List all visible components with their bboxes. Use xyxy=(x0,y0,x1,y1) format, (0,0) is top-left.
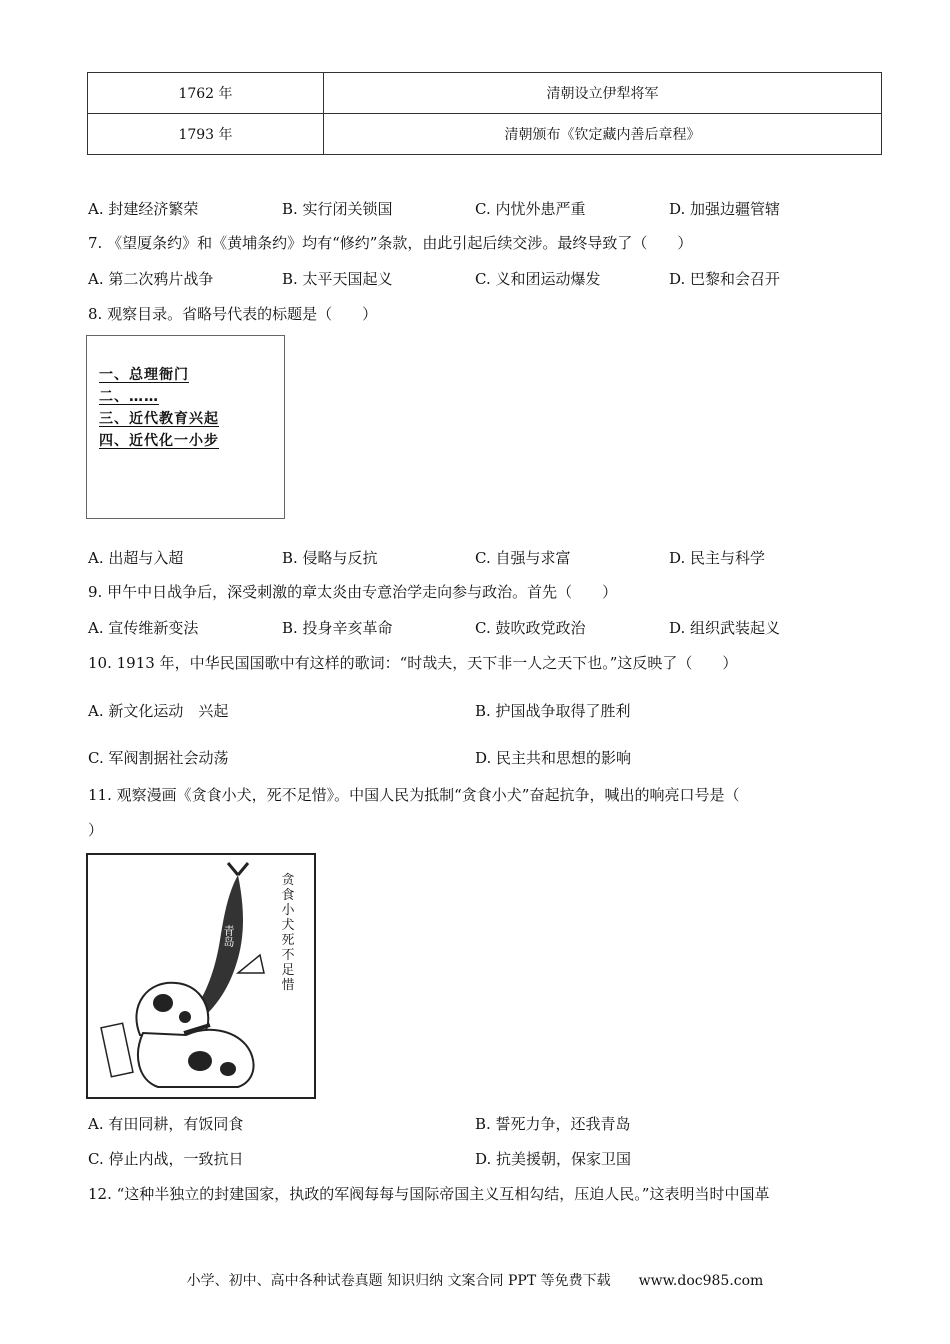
option-b[interactable]: B. 实行闭关锁国 xyxy=(282,200,393,218)
cartoon-caption xyxy=(278,873,298,993)
option-a[interactable]: A. 有田同耕，有饭同食 xyxy=(88,1115,244,1133)
question-10-stem: 10. 1913 年，中华民国国歌中有这样的歌词：“时哉夫，天下非一人之天下也。”这反映了（ ） xyxy=(88,654,738,672)
option-a[interactable]: A. 新文化运动 兴起 xyxy=(88,702,229,720)
q8-options xyxy=(88,548,888,568)
option-b[interactable]: B. 太平天国起义 xyxy=(282,270,393,288)
option-c[interactable]: C. 鼓吹政党政治 xyxy=(475,619,586,637)
q10-options-row2 xyxy=(88,748,888,768)
page-footer: 小学、初中、高中各种试卷真题 知识归纳 文案合同 PPT 等免费下载 www.doc985.com xyxy=(186,1273,764,1289)
option-c[interactable]: C. 自强与求富 xyxy=(475,549,571,567)
year-cell: 1793 年 xyxy=(88,114,324,155)
question-12-stem: 12. “这种半独立的封建国家，执政的军阀每每与国际帝国主义互相勾结，压迫人民。”这表明当时中国革 xyxy=(88,1185,770,1203)
option-b[interactable]: B. 投身辛亥革命 xyxy=(282,619,393,637)
caption-char: 死 xyxy=(281,933,295,948)
cartoon-image xyxy=(86,853,316,1099)
fish-label: 青岛 xyxy=(222,925,235,947)
question-11-stem-line1: 11. 观察漫画《贪食小犬，死不足惜》。中国人民为抵制“贪食小犬”奋起抗争，喊出的响亮口号是（ xyxy=(88,786,740,804)
option-d[interactable]: D. 巴黎和会召开 xyxy=(669,270,781,288)
question-9-stem: 9. 甲午中日战争后，深受刺激的章太炎由专意治学走向参与政治。首先（ ） xyxy=(88,583,618,601)
option-d[interactable]: D. 加强边疆管辖 xyxy=(669,200,781,218)
caption-char: 小 xyxy=(281,903,295,918)
option-d[interactable]: D. 民主与科学 xyxy=(669,549,766,567)
question-7-stem: 7. 《望厦条约》和《黄埔条约》均有“修约”条款，由此引起后续交涉。最终导致了（ ） xyxy=(88,234,693,252)
q9-options xyxy=(88,618,888,638)
event-cell: 清朝设立伊犁将军 xyxy=(324,73,882,114)
toc-item-2: 二、…… xyxy=(99,389,159,405)
table-row xyxy=(88,73,882,114)
option-a[interactable]: A. 第二次鸦片战争 xyxy=(88,270,214,288)
toc-item-3: 三、近代教育兴起 xyxy=(99,411,219,427)
table-row xyxy=(88,114,882,155)
option-c[interactable]: C. 内忧外患严重 xyxy=(475,200,586,218)
option-a[interactable]: A. 封建经济繁荣 xyxy=(88,200,199,218)
option-c[interactable]: C. 停止内战，一致抗日 xyxy=(88,1150,244,1168)
caption-char: 足 xyxy=(281,963,295,978)
caption-char: 食 xyxy=(281,888,295,903)
option-b[interactable]: B. 誓死力争，还我青岛 xyxy=(475,1115,631,1133)
question-11-stem-line2: ） xyxy=(88,821,104,839)
option-d[interactable]: D. 民主共和思想的影响 xyxy=(475,749,632,767)
caption-char: 不 xyxy=(281,948,295,963)
option-d[interactable]: D. 抗美援朝，保家卫国 xyxy=(475,1150,632,1168)
q11-options-row2 xyxy=(88,1149,888,1169)
year-cell: 1762 年 xyxy=(88,73,324,114)
event-cell: 清朝颁布《钦定藏内善后章程》 xyxy=(324,114,882,155)
timeline-table xyxy=(87,72,882,155)
caption-char: 贪 xyxy=(281,873,295,888)
caption-char: 犬 xyxy=(281,918,295,933)
toc-item-1: 一、总理衙门 xyxy=(99,367,189,383)
option-a[interactable]: A. 宣传维新变法 xyxy=(88,619,199,637)
q6-options xyxy=(88,199,888,219)
q11-options-row1 xyxy=(88,1114,888,1134)
q10-options-row1 xyxy=(88,701,888,721)
toc-image xyxy=(86,335,285,519)
option-a[interactable]: A. 出超与入超 xyxy=(88,549,184,567)
option-b[interactable]: B. 侵略与反抗 xyxy=(282,549,378,567)
toc-item-4: 四、近代化一小步 xyxy=(99,433,219,449)
option-c[interactable]: C. 义和团运动爆发 xyxy=(475,270,601,288)
option-c[interactable]: C. 军阀割据社会动荡 xyxy=(88,749,229,767)
q7-options xyxy=(88,269,888,289)
option-d[interactable]: D. 组织武装起义 xyxy=(669,619,781,637)
question-8-stem: 8. 观察目录。省略号代表的标题是（ ） xyxy=(88,305,378,323)
caption-char: 惜 xyxy=(281,978,295,993)
option-b[interactable]: B. 护国战争取得了胜利 xyxy=(475,702,631,720)
